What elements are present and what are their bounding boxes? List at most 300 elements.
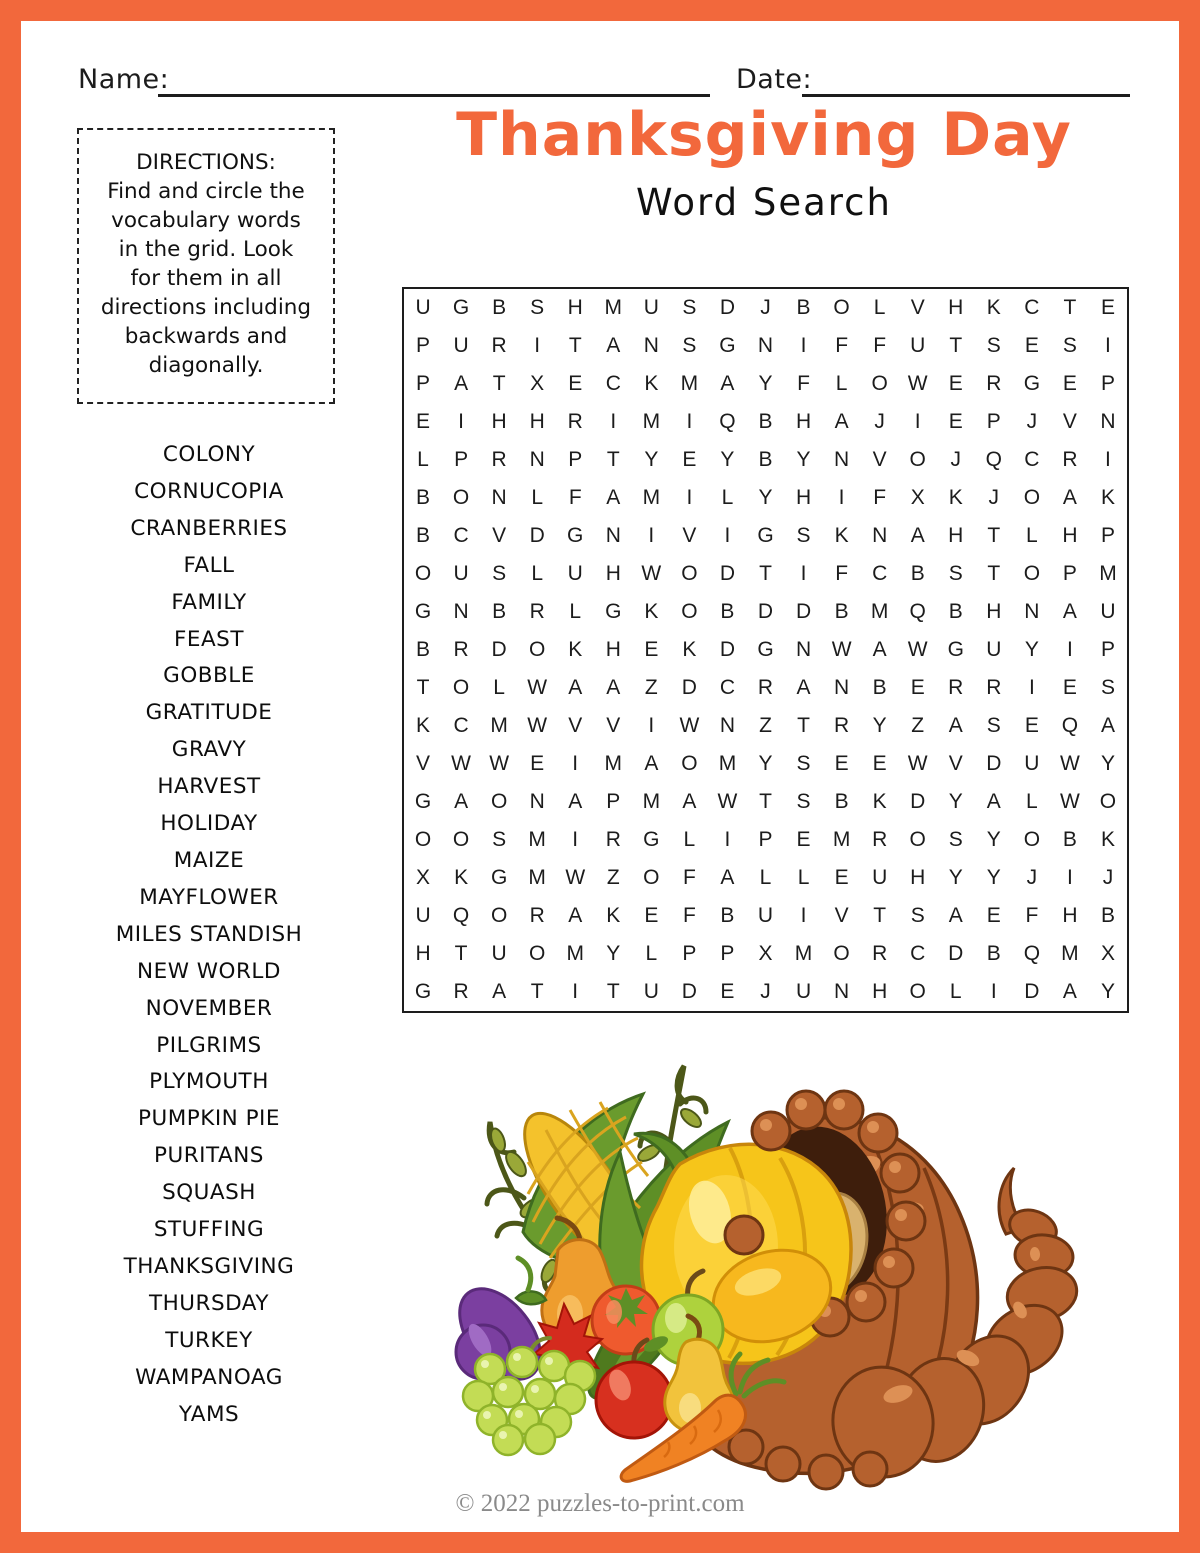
grid-cell: U [491, 942, 507, 965]
word-list-item: FALL [183, 552, 235, 578]
grid-cell: N [834, 448, 850, 471]
grid-cell: Y [720, 448, 735, 471]
grid-cell: H [567, 296, 583, 319]
grid-cell: K [644, 600, 659, 623]
grid-cell: H [1062, 524, 1078, 547]
grid-cell: B [492, 296, 507, 319]
grid-cell: M [642, 486, 661, 509]
grid-cell: S [1100, 676, 1115, 699]
grid-cell: T [1063, 296, 1077, 319]
grid-cell: Y [606, 942, 621, 965]
grid-cell: K [644, 372, 659, 395]
grid-cell: U [910, 334, 926, 357]
grid-cell: R [1062, 448, 1078, 471]
grid-cell: P [758, 828, 773, 851]
grid-cell: K [1100, 486, 1115, 509]
grid-cell: N [529, 448, 545, 471]
grid-cell: G [757, 638, 774, 661]
grid-cell: F [873, 486, 887, 509]
grid-cell: E [834, 866, 849, 889]
grid-cell: V [416, 752, 431, 775]
grid-cell: B [1062, 828, 1077, 851]
directions-line: Find and circle the [107, 179, 305, 204]
grid-cell: X [1100, 942, 1115, 965]
grid-cell: L [493, 676, 505, 699]
grid-cell: A [682, 790, 697, 813]
directions-line: backwards and [124, 324, 288, 349]
grid-cell: E [1024, 714, 1039, 737]
grid-cell: V [568, 714, 583, 737]
grid-cell: L [531, 486, 544, 509]
word-list-item: FEAST [174, 626, 244, 652]
grid-cell: P [682, 942, 697, 965]
grid-cell: Y [1024, 638, 1039, 661]
grid-cell: E [1062, 372, 1077, 395]
grid-cell: A [986, 790, 1001, 813]
grid-cell: E [872, 752, 887, 775]
grid-cell: Y [948, 790, 963, 813]
grid-cell: W [527, 714, 548, 737]
grid-cell: L [417, 448, 429, 471]
grid-cell: H [605, 638, 621, 661]
grid-cell: B [720, 600, 735, 623]
grid-cell: I [534, 334, 541, 357]
word-list [56, 437, 362, 1433]
grid-cell: E [644, 638, 659, 661]
page-subtitle: Word Search [636, 181, 892, 224]
grid-cell: H [605, 562, 621, 585]
grid-cell: N [834, 676, 850, 699]
grid-cell: W [527, 676, 548, 699]
grid-cell: I [572, 752, 579, 775]
word-list-item: THURSDAY [149, 1290, 269, 1316]
grid-cell: R [567, 410, 583, 433]
grid-cell: L [835, 372, 848, 395]
word-search-grid [402, 287, 1129, 1013]
grid-cell: B [872, 676, 887, 699]
grid-cell: M [566, 942, 584, 965]
grid-cell: B [758, 410, 773, 433]
grid-cell: U [453, 562, 469, 585]
grid-cell: K [834, 524, 849, 547]
grid-cell: O [643, 866, 660, 889]
grid-cell: E [1024, 334, 1039, 357]
word-list-item: CRANBERRIES [130, 515, 288, 541]
grid-cell: F [835, 334, 849, 357]
grid-cell: A [492, 980, 507, 1003]
grid-cell: D [795, 600, 812, 623]
grid-cell: A [872, 638, 887, 661]
grid-cell: Q [452, 904, 470, 927]
grid-cell: T [987, 524, 1001, 547]
grid-cell: B [416, 638, 431, 661]
grid-cell: T [568, 334, 582, 357]
grid-cell: F [568, 486, 582, 509]
grid-cell: I [1028, 676, 1035, 699]
grid-cell: E [644, 904, 659, 927]
grid-cell: X [416, 866, 431, 889]
word-list-item: NOVEMBER [145, 995, 273, 1021]
word-list-item: PUMPKIN PIE [138, 1106, 280, 1132]
grid-cell: U [415, 296, 431, 319]
grid-cell: K [568, 638, 583, 661]
grid-cell: N [1024, 600, 1040, 623]
grid-cell: T [416, 676, 430, 699]
grid-cell: J [1102, 866, 1114, 889]
grid-cell: K [682, 638, 697, 661]
grid-cell: O [452, 828, 470, 851]
grid-cell: U [567, 562, 583, 585]
directions-heading: DIRECTIONS: [136, 150, 276, 175]
grid-cell: R [872, 828, 888, 851]
grid-cell: O [414, 828, 432, 851]
cornucopia-illustration [428, 1022, 1080, 1492]
grid-cell: G [414, 600, 432, 623]
grid-cell: R [986, 372, 1002, 395]
grid-cell: A [606, 334, 621, 357]
grid-cell: Y [1100, 980, 1115, 1003]
grid-cell: M [680, 372, 699, 395]
grid-cell: S [1062, 334, 1077, 357]
grid-cell: C [872, 562, 888, 585]
grid-cell: I [724, 828, 731, 851]
grid-cell: R [872, 942, 888, 965]
grid-cell: N [872, 524, 888, 547]
grid-cell: I [800, 562, 807, 585]
grid-cell: O [414, 562, 432, 585]
grid-cell: Y [948, 866, 963, 889]
grid-cell: V [492, 524, 507, 547]
grid-cell: B [1100, 904, 1115, 927]
directions-box [77, 128, 335, 404]
grid-cell: Q [1061, 714, 1079, 737]
grid-cell: N [605, 524, 621, 547]
grid-cell: W [907, 638, 928, 661]
grid-cell: B [758, 448, 773, 471]
grid-cell: W [1060, 790, 1080, 813]
page-title: Thanksgiving Day [456, 100, 1072, 170]
word-list-item: YAMS [178, 1401, 240, 1427]
grid-cell: N [529, 790, 545, 813]
grid-cell: V [606, 714, 621, 737]
grid-cell: G [490, 866, 508, 889]
grid-cell: I [800, 334, 807, 357]
grid-cell: V [910, 296, 925, 319]
grid-cell: H [529, 410, 545, 433]
grid-cell: O [681, 600, 698, 623]
grid-cell: V [948, 752, 963, 775]
grid-cell: O [1099, 790, 1117, 813]
grid-cell: H [795, 410, 812, 433]
grid-cell: L [949, 980, 962, 1003]
grid-cell: H [948, 296, 964, 319]
grid-cell: P [416, 372, 431, 395]
grid-cell: T [530, 980, 544, 1003]
grid-cell: A [1062, 980, 1077, 1003]
grid-cell: Z [644, 676, 658, 699]
grid-cell: O [452, 486, 470, 509]
grid-cell: B [986, 942, 1001, 965]
grid-cell: W [907, 752, 928, 775]
grid-cell: Z [759, 714, 772, 737]
word-list-item: GRATITUDE [145, 700, 273, 726]
grid-cell: D [986, 752, 1002, 775]
grid-cell: E [910, 676, 925, 699]
grid-cell: R [453, 638, 469, 661]
grid-cell: B [416, 486, 431, 509]
grid-cell: D [910, 790, 926, 813]
grid-cell: T [987, 562, 1001, 585]
grid-cell: T [949, 334, 963, 357]
grid-cell: D [681, 676, 697, 699]
grid-cell: S [986, 714, 1001, 737]
grid-cell: C [1024, 296, 1040, 319]
directions-line: diagonally. [148, 353, 264, 378]
directions-body [79, 177, 333, 380]
directions-line: in the grid. Look [118, 237, 294, 262]
grid-cell: A [568, 790, 583, 813]
grid-cell: F [682, 904, 696, 927]
grid-cell: R [529, 904, 545, 927]
grid-cell: M [718, 752, 737, 775]
grid-cell: S [910, 904, 925, 927]
grid-cell: J [1026, 866, 1038, 889]
grid-cell: P [1062, 562, 1077, 585]
grid-cell: A [910, 524, 925, 547]
directions-line: vocabulary words [111, 208, 301, 233]
grid-cell: V [872, 448, 887, 471]
grid-cell: R [491, 448, 507, 471]
grid-cell: M [870, 600, 889, 623]
grid-cell: J [988, 486, 1000, 509]
word-list-item: PURITANS [154, 1143, 264, 1169]
grid-cell: V [834, 904, 849, 927]
grid-cell: O [529, 942, 546, 965]
grid-cell: H [1062, 904, 1078, 927]
grid-cell: P [986, 410, 1001, 433]
word-list-item: HARVEST [157, 774, 261, 800]
grid-cell: H [415, 942, 431, 965]
grid-cell: M [832, 828, 851, 851]
grid-cell: N [453, 600, 469, 623]
grid-cell: Z [911, 714, 925, 737]
grid-cell: G [605, 600, 622, 623]
grid-cell: G [414, 790, 432, 813]
grid-cell: C [453, 524, 469, 547]
grid-cell: H [491, 410, 507, 433]
grid-cell: K [1100, 828, 1115, 851]
grid-cell: O [1023, 486, 1041, 509]
grid-cell: W [1060, 752, 1080, 775]
grid-cell: G [719, 334, 736, 357]
grid-cell: J [760, 296, 771, 319]
grid-cell: U [757, 904, 774, 927]
grid-cell: O [529, 638, 546, 661]
grid-cell: G [452, 296, 470, 319]
grid-cell: Q [985, 448, 1002, 471]
word-list-item: FAMILY [171, 589, 247, 615]
grid-cell: W [907, 372, 928, 395]
grid-cell: D [529, 524, 545, 547]
grid-cell: D [948, 942, 964, 965]
grid-cell: K [606, 904, 621, 927]
grid-cell: L [721, 486, 734, 509]
grid-cell: O [452, 676, 470, 699]
grid-cell: K [986, 296, 1001, 319]
grid-cell: J [950, 448, 961, 471]
title-block [398, 100, 1130, 224]
grid-cell: E [796, 828, 811, 851]
grid-cell: P [568, 448, 583, 471]
grid-cell: I [838, 486, 845, 509]
grid-cell: A [1100, 714, 1115, 737]
grid-cell: Z [606, 866, 620, 889]
grid-cell: T [759, 562, 772, 585]
grid-cell: E [682, 448, 697, 471]
grid-cell: T [797, 714, 810, 737]
grid-cell: B [834, 790, 849, 813]
grid-cell: L [683, 828, 696, 851]
grid-cell: U [643, 980, 659, 1003]
grid-cell: S [796, 524, 811, 547]
grid-cell: S [948, 562, 963, 585]
grid-cell: H [948, 524, 964, 547]
grid-cell: L [1026, 790, 1038, 813]
grid-cell: M [794, 942, 813, 965]
grid-cell: A [568, 676, 583, 699]
grid-cell: Q [909, 600, 926, 623]
word-list-item: PILGRIMS [156, 1032, 262, 1058]
grid-cell: I [1105, 334, 1111, 357]
grid-cell: D [757, 600, 774, 623]
grid-cell: O [1023, 828, 1041, 851]
grid-cell: A [606, 486, 621, 509]
grid-cell: C [605, 372, 621, 395]
grid-cell: A [568, 904, 583, 927]
grid-cell: R [834, 714, 850, 737]
grid-cell: H [872, 980, 888, 1003]
grid-cell: C [719, 676, 736, 699]
grid-cell: H [986, 600, 1002, 623]
grid-cell: F [797, 372, 810, 395]
grid-cell: I [648, 524, 655, 547]
grid-cell: X [530, 372, 545, 395]
grid-cell: L [759, 866, 772, 889]
grid-cell: R [948, 676, 964, 699]
grid-cell: P [720, 942, 735, 965]
grid-cell: X [758, 942, 773, 965]
grid-cell: O [871, 372, 888, 395]
grid-cell: R [986, 676, 1002, 699]
grid-cell: L [531, 562, 544, 585]
grid-cell: W [641, 562, 662, 585]
grid-cell: D [681, 980, 697, 1003]
grid-cell: E [948, 410, 963, 433]
grid-cell: G [567, 524, 584, 547]
grid-cell: N [795, 638, 812, 661]
word-list-item: COLONY [162, 442, 256, 467]
word-list-item: MAYFLOWER [139, 884, 279, 910]
grid-cell: A [720, 866, 735, 889]
grid-cell: E [986, 904, 1001, 927]
grid-cell: A [1062, 600, 1077, 623]
grid-cell: Y [986, 866, 1001, 889]
grid-cell: O [909, 980, 926, 1003]
grid-cell: U [1100, 600, 1116, 623]
grid-cell: B [796, 296, 811, 319]
grid-cell: W [451, 752, 471, 775]
grid-cell: J [874, 410, 885, 433]
grid-cell: S [492, 828, 507, 851]
grid-cell: I [458, 410, 464, 433]
grid-cell: C [453, 714, 469, 737]
grid-cell: D [719, 638, 736, 661]
grid-cell: B [416, 524, 431, 547]
grid-cell: B [492, 600, 507, 623]
grid-cell: F [835, 562, 849, 585]
grid-cell: O [909, 828, 926, 851]
grid-cell: I [686, 410, 693, 433]
grid-cell: U [1024, 752, 1040, 775]
grid-cell: A [948, 714, 963, 737]
grid-cell: O [909, 448, 926, 471]
grid-cell: A [834, 410, 849, 433]
grid-cell: M [490, 714, 508, 737]
grid-cell: K [948, 486, 963, 509]
name-fill-line [158, 94, 710, 97]
grid-cell: L [1026, 524, 1038, 547]
grid-cell: E [1062, 676, 1077, 699]
grid-cell: G [643, 828, 660, 851]
grid-cell: F [1025, 904, 1039, 927]
grid-cell: E [720, 980, 735, 1003]
grid-cell: U [795, 980, 812, 1003]
grid-cell: P [454, 448, 469, 471]
grid-cell: A [720, 372, 735, 395]
grid-cell: K [454, 866, 469, 889]
grid-cell: S [682, 334, 697, 357]
grid-cell: D [719, 296, 736, 319]
grid-cell: I [572, 980, 579, 1003]
grid-cell: W [489, 752, 510, 775]
grid-cell: G [1023, 372, 1041, 395]
grid-cell: S [796, 752, 811, 775]
directions-line: directions including [100, 295, 312, 320]
grid-cell: T [873, 904, 887, 927]
grid-cell: T [606, 448, 620, 471]
grid-cell: R [491, 334, 507, 357]
grid-cell: M [642, 410, 661, 433]
grid-cell: P [416, 334, 431, 357]
grid-cell: P [1100, 524, 1115, 547]
grid-cell: B [834, 600, 849, 623]
grid-cell: E [834, 752, 849, 775]
grid-cell: N [643, 334, 659, 357]
grid-cell: M [604, 752, 623, 775]
grid-cell: O [681, 562, 698, 585]
word-list-item: STUFFING [153, 1217, 265, 1243]
grid-cell: R [529, 600, 545, 623]
grid-cell: P [1100, 372, 1115, 395]
word-list-item: THANKSGIVING [123, 1253, 295, 1279]
grid-cell: O [681, 752, 698, 775]
grid-cell: W [831, 638, 852, 661]
grid-cell: Y [796, 448, 811, 471]
grid-cell: I [724, 524, 731, 547]
grid-cell: A [454, 790, 469, 813]
grid-cell: L [569, 600, 582, 623]
grid-cell: Y [644, 448, 659, 471]
